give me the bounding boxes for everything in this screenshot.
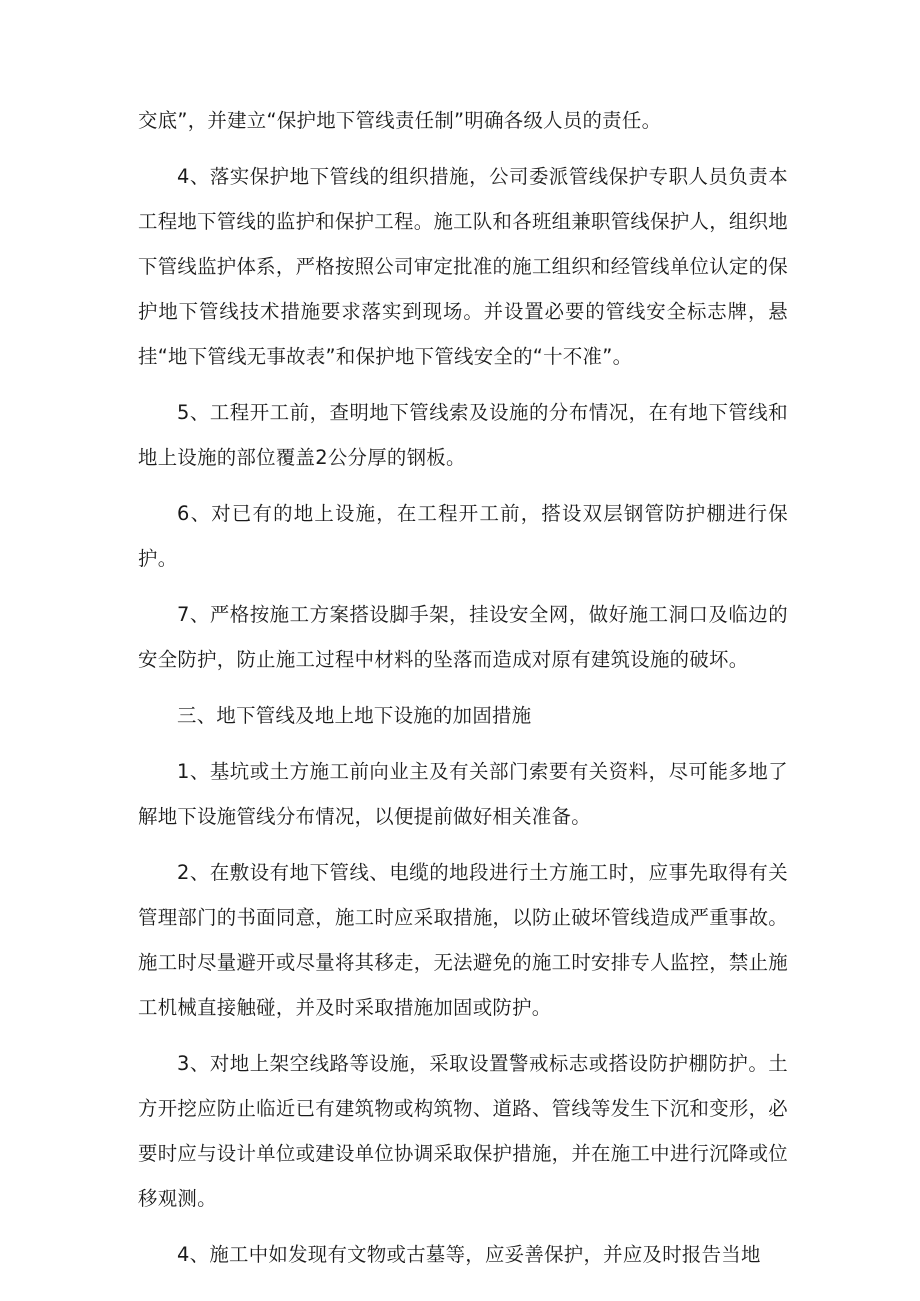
paragraph-item-5-survey: 5、工程开工前，查明地下管线索及设施的分布情况，在有地下管线和地上设施的部位覆盖2公分厚的钢板。 xyxy=(138,401,788,469)
paragraph-item-3-overhead-lines: 3、对地上架空线路等设施，采取设置警戒标志或搭设防护棚防护。土方开挖应防止临近已有建筑物或构筑物、道路、管线等发生下沉和变形，必要时应与设计单位或建设单位协调采取保护措施，并在施工中进行沉降或位移观测。 xyxy=(138,1052,788,1210)
paragraph-continuation: 交底”，并建立“保护地下管线责任制”明确各级人员的责任。 xyxy=(138,109,662,132)
paragraph-item-4-relics: 4、施工中如发现有文物或古墓等，应妥善保护，并应及时报告当地 xyxy=(177,1243,761,1266)
paragraph-item-4-organization: 4、落实保护地下管线的组织措施，公司委派管线保护专职人员负责本工程地下管线的监护和保护工程。施工队和各班组兼职管线保护人，组织地下管线监护体系，严格按照公司审定批准的施工组织和经管线单位认定的保护地下管线技术措施要求落实到现场。并设置必要的管线安全标志牌，悬挂“地下管线无事故表”和保护地下管线安全的“十不准”。 xyxy=(138,165,788,368)
paragraph-item-2-cable-areas: 2、在敷设有地下管线、电缆的地段进行土方施工时，应事先取得有关管理部门的书面同意，施工时应采取措施，以防止破坏管线造成严重事故。施工时尽量避开或尽量将其移走，无法避免的施工时安排专人监控，禁止施工机械直接触碰，并及时采取措施加固或防护。 xyxy=(138,861,788,1019)
section-heading-reinforcement: 三、地下管线及地上地下设施的加固措施 xyxy=(177,704,532,727)
paragraph-item-6-protection-shed: 6、对已有的地上设施，在工程开工前，搭设双层钢管防护棚进行保护。 xyxy=(138,502,788,570)
paragraph-item-1-data-collection: 1、基坑或土方施工前向业主及有关部门索要有关资料，尽可能多地了解地下设施管线分布情况，以便提前做好相关准备。 xyxy=(138,760,788,828)
document-body xyxy=(138,98,788,1288)
paragraph-item-7-scaffolding: 7、严格按施工方案搭设脚手架，挂设安全网，做好施工洞口及临边的安全防护，防止施工过程中材料的坠落而造成对原有建筑设施的破坏。 xyxy=(138,603,788,671)
